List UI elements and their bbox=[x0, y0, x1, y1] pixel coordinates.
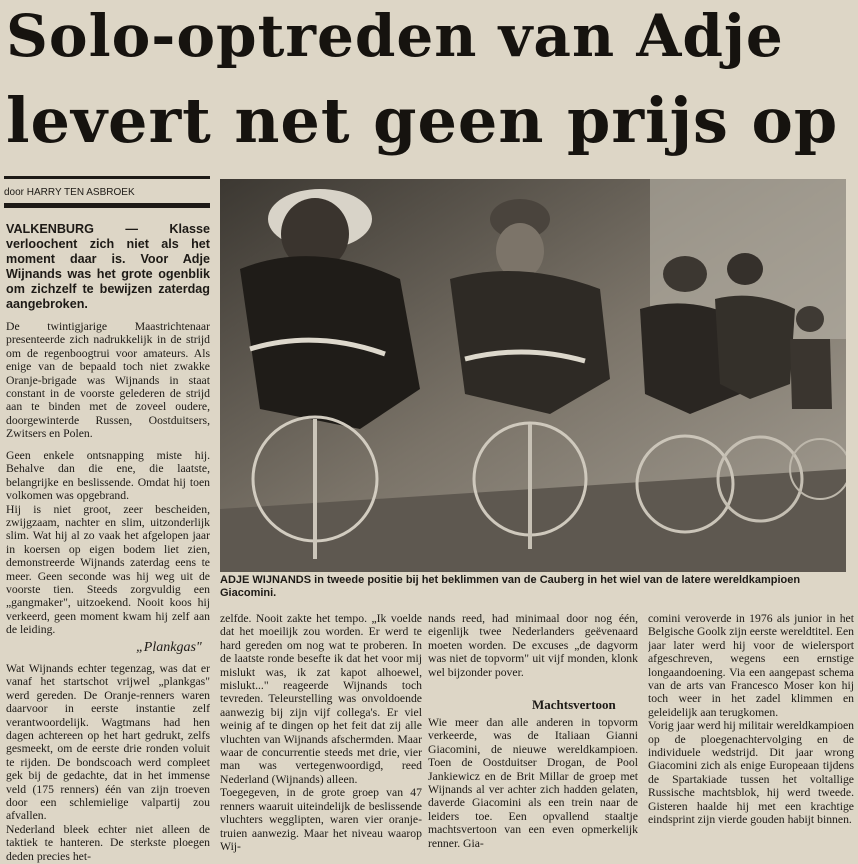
caption-name: ADJE WIJNANDS bbox=[220, 574, 312, 586]
byline-rule-bottom bbox=[4, 203, 210, 208]
subheading-plankgas: „Plankgas" bbox=[136, 640, 202, 655]
column-2: zelfde. Nooit zakte het tempo. „Ik voelde dat het moeilijk zou worden. Er werd te hard gereden om nog wat te proberen. In de laatste ronde besefte ik dat het voor mij mislukt was, ik zat kapot alhoewel, mislukt..." reageerde Wijnands toch tevreden. Teleurstelling was onvoldoende aanwezig bij zijn vijf collega's. Er viel weinig af te dingen op het feit dat zij alle vluchten van Wijnands afschermden. Maar waar de concurrentie steeds met drie, vier man was vertegenwoordigd, reed Nederland (Wijnands) alleen. Toegegeven, in de grote groep van 47 renners waaruit uiteindelijk de beslissende vluchters wegglipten, waren vier oranje-truien aanwezig. Maar het niveau waarop Wij- bbox=[220, 612, 422, 853]
cyclists-photo bbox=[220, 179, 846, 572]
column-3-paragraph-1: nands reed, had minimaal door nog één, eigenlijk twee Nederlanders geëvenaard moeten worden. De excuses „de dagvorm was niet de topvorm" uit vijf monden, klonk wel bijzonder pover. bbox=[428, 612, 638, 679]
caption-text: in tweede positie bij het beklimmen van de Cauberg in het wiel van de latere wereldkampioen Giacomini. bbox=[220, 574, 801, 599]
column-1-paragraph-1: De twintigjarige Maastrichtenaar presenteerde zich nadrukkelijk in de strijd om de regenboogtrui voor amateurs. Als enige van de bepaald toch niet zwakke Oranje-brigade was Wijnands in staat constant in de voorste gelederen de strijd aan te binden met de zoveel oudere, doorgewinterde Russen, Oostduitsers, Zwitsers en Polen. bbox=[6, 320, 210, 441]
headline-line-1: Solo-optreden van Adje bbox=[6, 2, 784, 70]
subheading-machtsvertoon: Machtsvertoon bbox=[532, 697, 616, 712]
lead-paragraph: VALKENBURG — Klasse verloochent zich niet als het moment daar is. Voor Adje Wijnands was het grote ogenblik om zichzelf te bewijzen zaterdag aangebroken. bbox=[6, 222, 210, 311]
byline-rule-top bbox=[4, 176, 210, 179]
photo-caption bbox=[220, 574, 850, 600]
byline: door HARRY TEN ASBROEK bbox=[4, 187, 135, 198]
headline-line-2: levert net geen prijs op bbox=[6, 84, 839, 157]
column-1-paragraph-3: Wat Wijnands echter tegenzag, was dat er vanaf het startschot vrijwel „plankgas" werd gereden. De Oranje-renners waren daarvoor in eerste instantie zelf verantwoordelijk. Wagtmans had hen dagen achtereen op het hart gedrukt, zelfs gesmeekt, om de eerste drie ronden voluit te rijden. De bondscoach werd compleet gek bij de gedachte, dat in het immense veld (175 renners) één van zijn troeven door een schlemielige valpartij zou afvallen. Nederland bleek echter niet alleen de taktiek te hanteren. De sterkste ploegen deden precies het- bbox=[6, 662, 210, 863]
column-4: comini veroverde in 1976 als junior in het Belgische Goolk zijn eerste wereldtitel. Een jaar later werd hij voor de wielersport afgeschreven, wegens een ernstige longaandoening. Via een aangepast schema van de arts van Francesco Moser kon hij toch weer in het zadel klimmen en geleidelijk aan terugkomen. Vorig jaar werd hij militair wereldkampioen op de ploegenachtervolging en de individuele wedstrijd. Dit jaar wrong Giacomini zich als enige Europeaan tijdens de Spartakiade tussen het voltallige Russische machtsblok, hij werd tweede. Gisteren haalde hij met een krachtige eindsprint zijn vierde gouden habijt binnen. bbox=[648, 612, 854, 827]
column-1-paragraph-2: Geen enkele ontsnapping miste hij. Behalve dan die ene, die laatste, belangrijke en beslissende. Omdat hij toen volkomen was opgebrand. Hij is niet groot, zeer bescheiden, zwijgzaam, nachter en slim, uitzonderlijk slim. Wat hij al zo vaak het afgelopen jaar in koersen op eigen bodem liet zien, demonstreerde Wijnands zaterdag eens te meer. Geen seconde was hij weg uit de voorste tien. Steeds zorgvuldig een „gangmaker", uitzoekend. Nooit koos hij verkeerd, geen moment kwam hij zelf aan de leiding. bbox=[6, 449, 210, 637]
column-3-paragraph-2: Wie meer dan alle anderen in topvorm verkeerde, was de Italiaan Gianni Giacomini, de nieuwe wereldkampioen. Toen de Oostduitser Drogan, de Pool Jankiewicz en de Brit Millar de groep met Wijnands al ver achter zich hadden gelaten, daverde Giacomini als een trein naar de leiders toe. Een opvallend staaltje machtsvertoon van een even opmerkelijk renner. Gia- bbox=[428, 716, 638, 850]
